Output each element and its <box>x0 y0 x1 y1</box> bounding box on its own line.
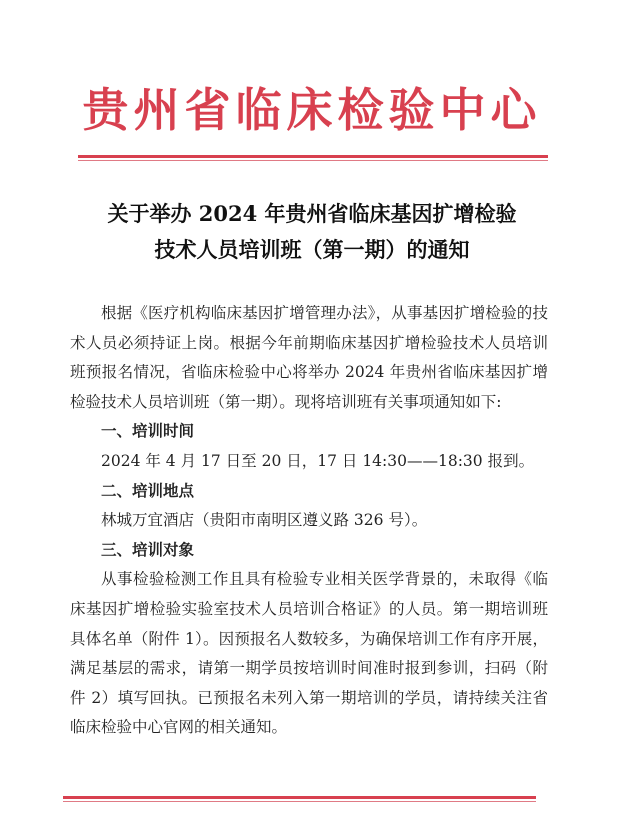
section-heading-location: 二、培训地点 <box>101 481 195 500</box>
org-header: 贵州省临床检验中心 <box>82 83 542 137</box>
header-divider <box>78 155 548 158</box>
section-text-location: 林城万宜酒店（贵阳市南明区遵义路 326 号）。 <box>101 511 428 530</box>
title-line-1: 关于举办 2024 年贵州省临床基因扩增检验 <box>107 201 517 226</box>
section-heading-time: 一、培训时间 <box>101 422 195 441</box>
section-text-time: 2024 年 4 月 17 日至 20 日，17 日 14:30——18:30 报到。 <box>101 451 535 470</box>
document-title <box>0 196 624 268</box>
document-body <box>70 299 548 743</box>
section-text-audience: 从事检验检测工作且具有检验专业相关医学背景的，未取得《临床基因扩增检验实验室技术人员培训合格证》的人员。第一期培训班具体名单（附件 1）。因预报名人数较多，为确保培训工作有序开展，满足基层的需求，请第一期学员按培训时间准时报到参训，扫码（附件 2）填写回执。已预报名未列入第一期培训的学员，请持续关注省临床检验中心官网的相关通知。 <box>70 570 548 737</box>
title-line-2: 技术人员培训班（第一期）的通知 <box>154 237 470 262</box>
footer-divider <box>63 796 536 799</box>
intro-paragraph: 根据《医疗机构临床基因扩增管理办法》，从事基因扩增检验的技术人员必须持证上岗。根据今年前期临床基因扩增检验技术人员培训班预报名情况，省临床检验中心将举办 2024 年贵州省临床基因扩增检验技术人员培训班（第一期）。现将培训班有关事项通知如下: <box>70 304 548 411</box>
section-heading-audience: 三、培训对象 <box>101 540 195 559</box>
